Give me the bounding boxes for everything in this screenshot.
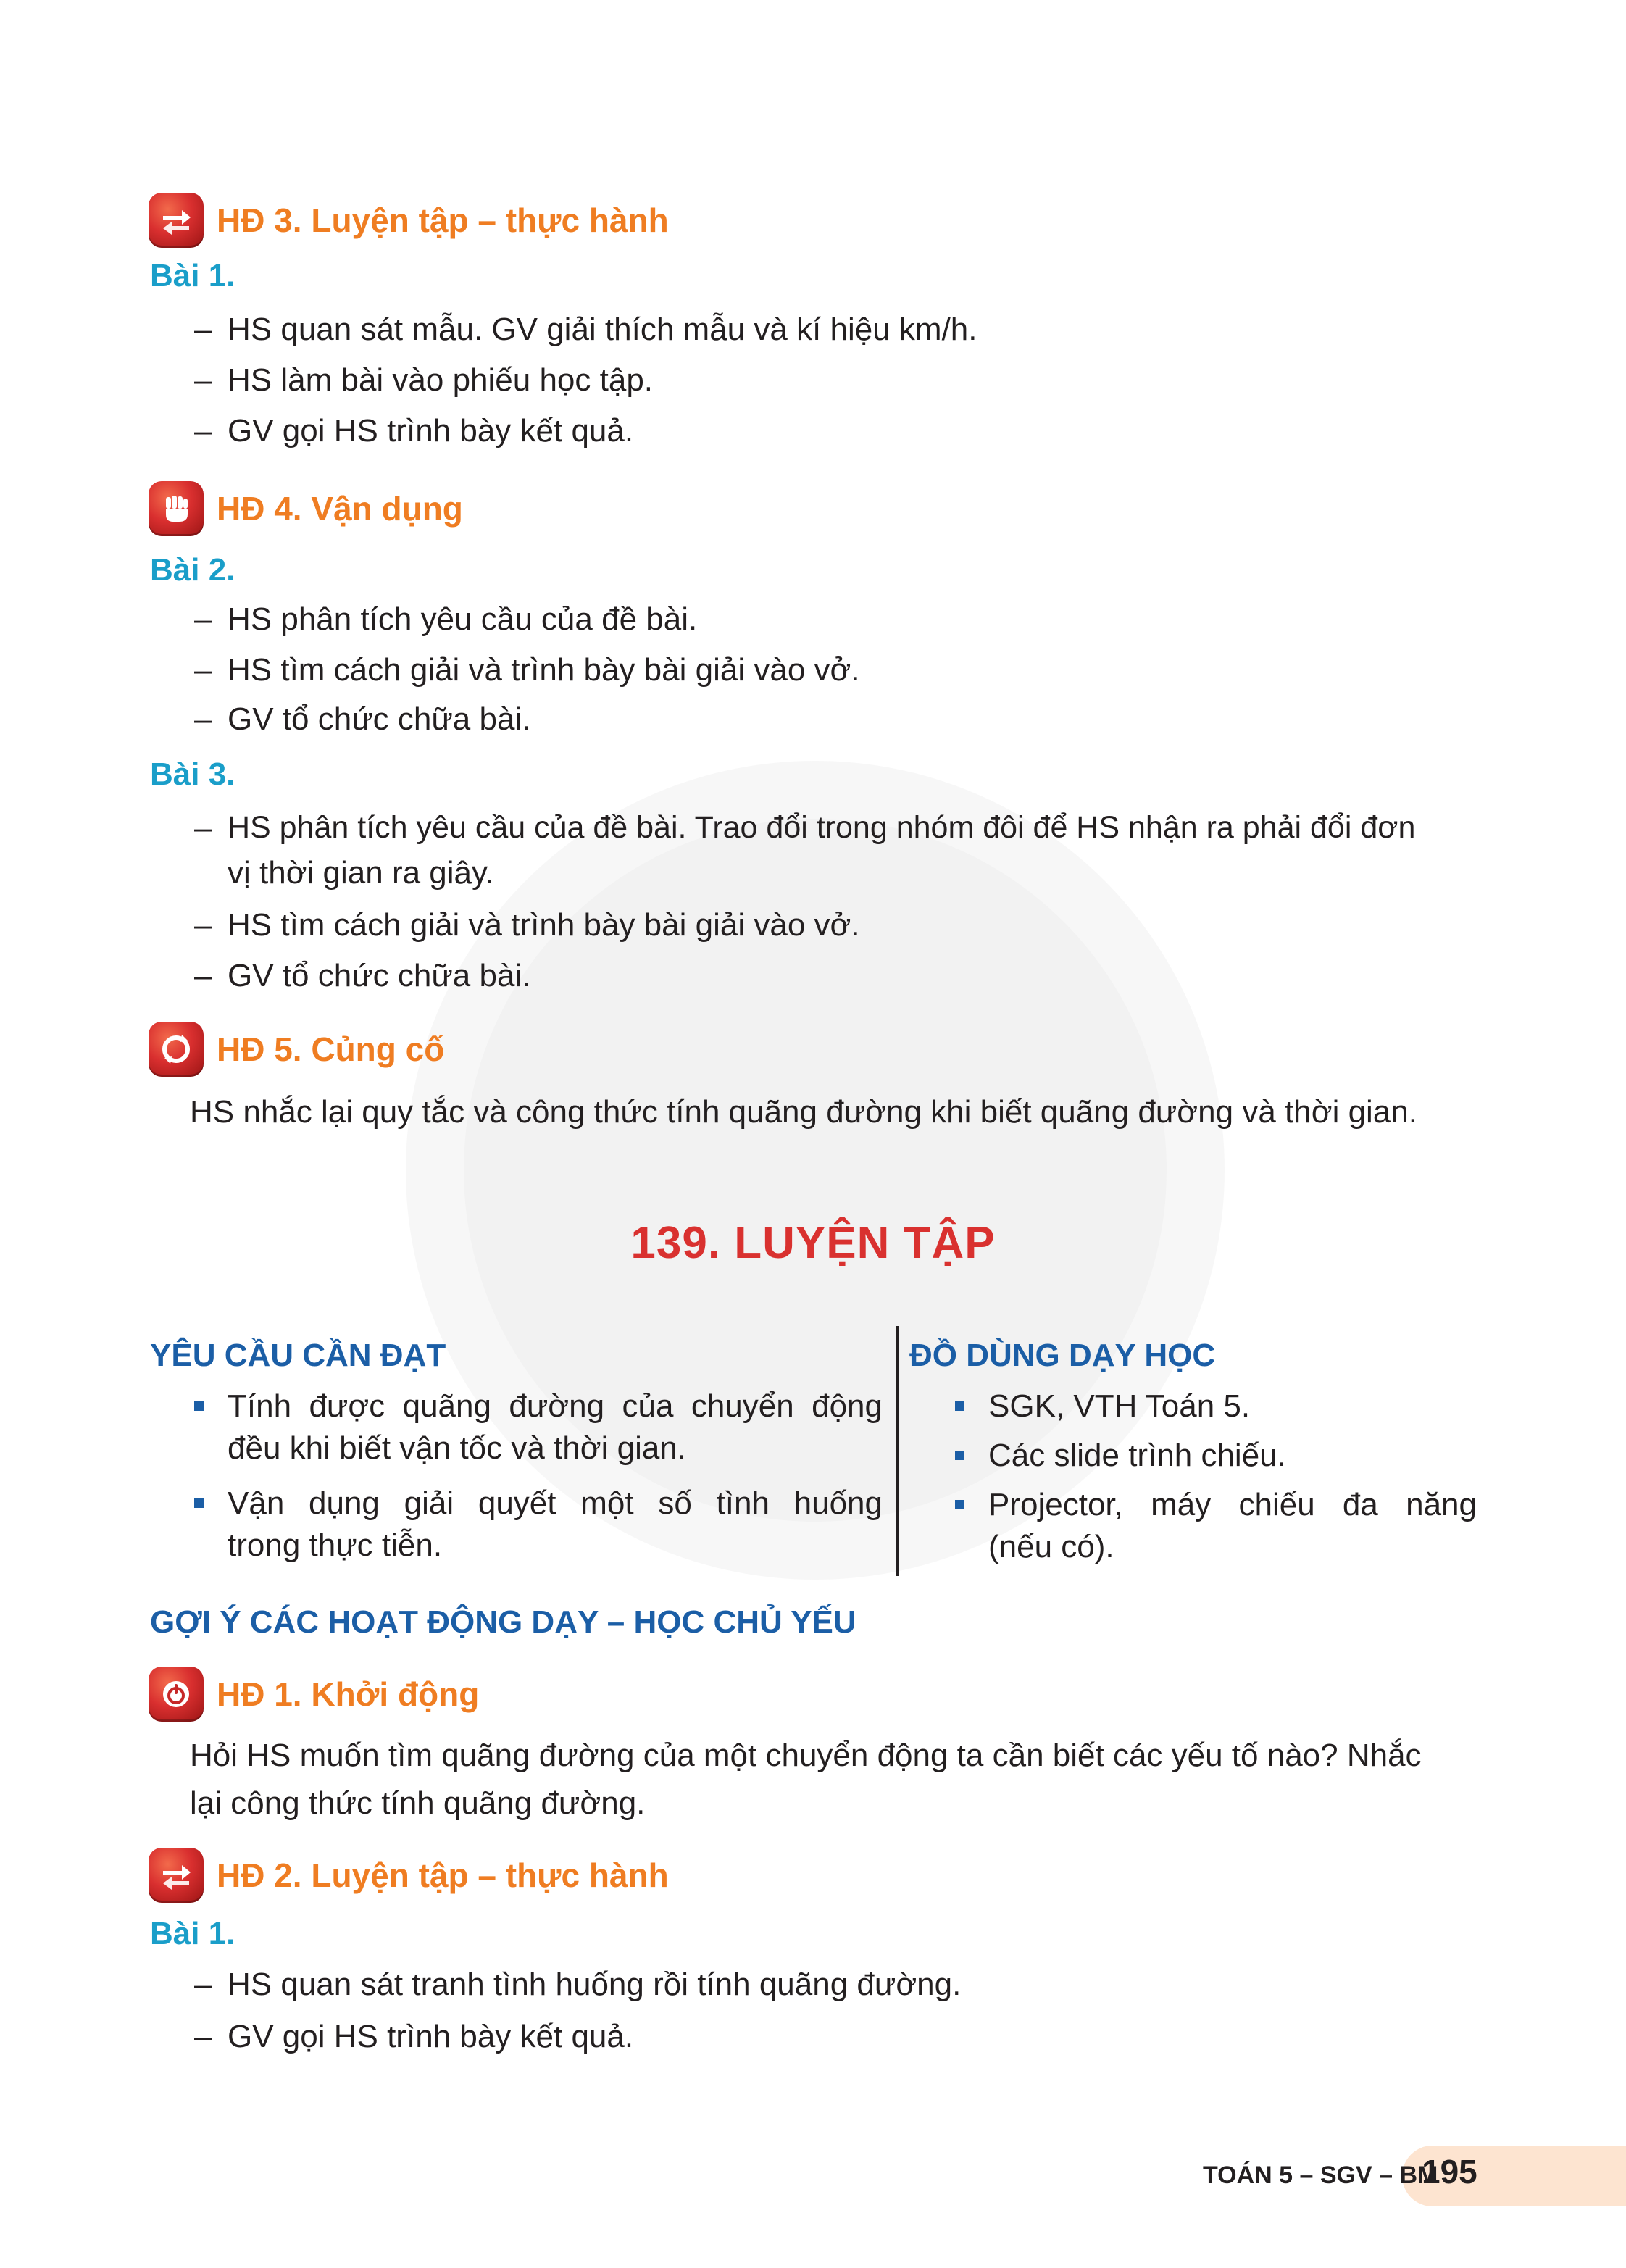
hd2-heading [149, 1848, 669, 1903]
practice-arrows-icon [149, 193, 204, 248]
requirements-heading: YÊU CẦU CẦN ĐẠT [150, 1338, 446, 1373]
hd5-title: HĐ 5. Củng cố [217, 1030, 445, 1068]
power-icon [149, 1667, 204, 1722]
hd1-text-line1: Hỏi HS muốn tìm quãng đường của một chuyển động ta cần biết các yếu tố nào? Nhắc [190, 1738, 1422, 1773]
hd4-heading [149, 481, 463, 536]
bai3-label: Bài 3. [150, 756, 235, 792]
column-divider [896, 1326, 899, 1576]
materials-heading: ĐỒ DÙNG DẠY HỌC [909, 1338, 1216, 1373]
fist-icon [149, 481, 204, 536]
lesson-title: 139. LUYỆN TẬP [630, 1218, 996, 1268]
page-number: 195 [1422, 2153, 1477, 2190]
hd5-text: HS nhắc lại quy tắc và công thức tính quãng đường khi biết quãng đường và thời gian. [190, 1094, 1417, 1130]
book-label: TOÁN 5 – SGV – BM [1203, 2161, 1438, 2189]
activities-heading: GỢI Ý CÁC HOẠT ĐỘNG DẠY – HỌC CHỦ YẾU [150, 1604, 856, 1640]
hd3-heading [149, 193, 669, 248]
hd1-heading [149, 1667, 479, 1722]
refresh-cycle-icon [149, 1022, 204, 1077]
hd1-title: HĐ 1. Khởi động [217, 1675, 480, 1713]
practice-arrows-icon [149, 1848, 204, 1903]
hd1-text-line2: lại công thức tính quãng đường. [190, 1785, 646, 1821]
bai2-label: Bài 2. [150, 552, 235, 588]
hd3-title: HĐ 3. Luyện tập – thực hành [217, 201, 669, 239]
bai1-label: Bài 1. [150, 1916, 235, 1951]
hd2-title: HĐ 2. Luyện tập – thực hành [217, 1856, 669, 1894]
bai1-label: Bài 1. [150, 258, 235, 293]
hd4-title: HĐ 4. Vận dụng [217, 490, 463, 528]
hd5-heading [149, 1022, 444, 1077]
